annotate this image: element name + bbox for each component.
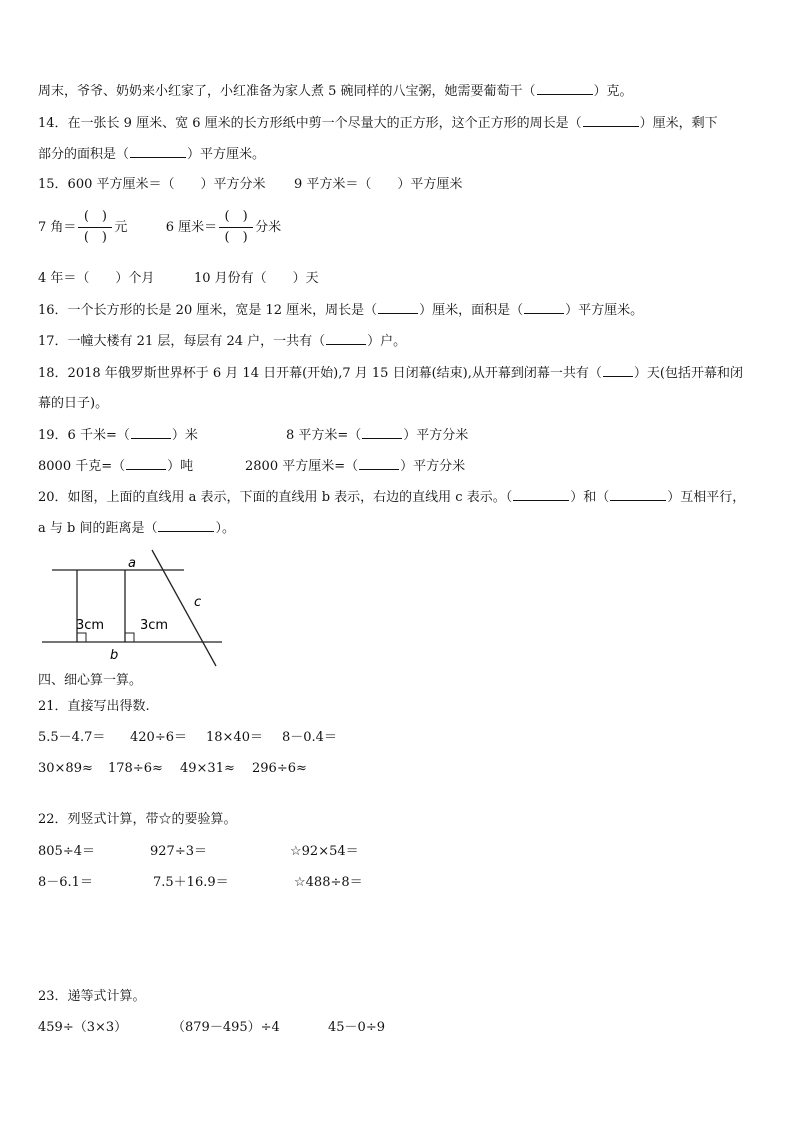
parallel-lines-figure xyxy=(38,546,238,670)
answer-blank[interactable] xyxy=(610,488,666,501)
q14-cont: 部分的面积是（ ）平方厘米。 xyxy=(38,147,266,162)
distance-label-1: 3cm xyxy=(76,618,105,633)
answer-blank[interactable] xyxy=(513,488,569,501)
q19-row2: 8000 千克=（ ）吨 2800 平方厘米=（ ）平方分米 xyxy=(38,459,466,474)
q20: 20．如图，上面的直线用 a 表示，下面的直线用 b 表示，右边的直线用 c 表示。（ ）和（ ）互相平行， xyxy=(38,490,746,505)
q19-row1: 19．6 千米=（ ）米 8 平方米=（ ）平方分米 xyxy=(38,428,469,443)
right-angle-left xyxy=(77,633,86,642)
q14: 14．在一张长 9 厘米、宽 6 厘米的长方形纸中剪一个尽量大的正方形，这个正方形的周长是（ ）厘米，剩下 xyxy=(38,116,718,131)
answer-blank[interactable] xyxy=(326,332,366,345)
q15-row3: 4 年＝（ ）个月 10 月份有（ ）天 xyxy=(38,271,319,286)
label-c: c xyxy=(194,595,202,610)
answer-blank[interactable] xyxy=(603,364,633,377)
q23: 23．递等式计算。 xyxy=(38,989,146,1004)
answer-blank[interactable] xyxy=(126,457,166,470)
answer-blank[interactable] xyxy=(524,301,564,314)
q21: 21．直接写出得数. xyxy=(38,699,150,714)
distance-label-2: 3cm xyxy=(140,618,169,633)
q16: 16．一个长方形的长是 20 厘米，宽是 12 厘米，周长是（ ）厘米，面积是（ ）平方厘米。 xyxy=(38,303,644,318)
q20-cont: a 与 b 间的距离是（ ）。 xyxy=(38,521,235,536)
q15-row1: 15．600 平方厘米＝（ ）平方分米 9 平方米＝（ ）平方厘米 xyxy=(38,177,463,192)
q22: 22．列竖式计算，带☆的要验算。 xyxy=(38,812,237,827)
answer-blank[interactable] xyxy=(131,426,171,439)
answer-blank[interactable] xyxy=(537,82,593,95)
q18: 18．2018 年俄罗斯世界杯于 6 月 14 日开幕(开始),7 月 15 日闭幕(结束),从开幕到闭幕一共有（ ）天(包括开幕和闭 xyxy=(38,366,743,381)
q13-tail: 周末，爷爷、奶奶来小红家了，小红准备为家人煮 5 碗同样的八宝粥，她需要葡萄干（ ）克。 xyxy=(38,84,633,99)
label-b: b xyxy=(110,648,119,663)
q17: 17．一幢大楼有 21 层，每层有 24 户，一共有（ ）户。 xyxy=(38,334,407,349)
answer-blank[interactable] xyxy=(378,301,418,314)
answer-blank[interactable] xyxy=(359,457,399,470)
q15-row2: 7 角＝ $\frac{( )}{( )}$ 元 6 厘米＝ $\frac{( )}{( )}$ 分米 xyxy=(38,209,282,245)
fraction-blank[interactable]: $\frac{( )}{( )}$ xyxy=(78,208,112,247)
answer-blank[interactable] xyxy=(362,426,402,439)
line-c xyxy=(152,550,216,666)
q18-cont: 幕的日子)。 xyxy=(38,396,109,411)
section-4-heading: 四、细心算一算。 xyxy=(38,673,143,688)
fraction-blank[interactable]: $\frac{( )}{( )}$ xyxy=(219,208,253,247)
answer-blank[interactable] xyxy=(130,145,186,158)
answer-blank[interactable] xyxy=(158,519,214,532)
label-a: a xyxy=(128,556,136,571)
right-angle-right xyxy=(125,633,134,642)
answer-blank[interactable] xyxy=(583,114,639,127)
